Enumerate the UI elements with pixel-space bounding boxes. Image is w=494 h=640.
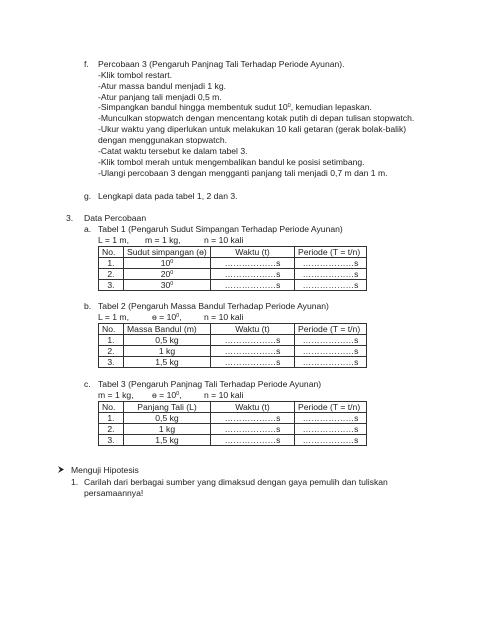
row-value	[124, 269, 211, 280]
row-period: ………………s	[295, 357, 367, 368]
row-period: ………………s	[295, 269, 367, 280]
header-cell: Waktu (t)	[211, 402, 295, 413]
header-cell: Sudut simpangan (ɵ)	[124, 247, 211, 258]
table1-title: Tabel 1 (Pengaruh Sudut Simpangan Terhadap Periode Ayunan)	[98, 224, 343, 234]
row-time: ………………s	[211, 335, 295, 346]
section-f-label: f.	[84, 59, 89, 69]
section-3-title: Data Percobaan	[84, 213, 147, 223]
step-line: -Atur panjang tali menjadi 0,5 m.	[98, 92, 222, 102]
table-row	[99, 424, 367, 435]
degree-sup: 0	[170, 270, 174, 276]
degree-sup: 0	[176, 313, 180, 319]
row-value: 1,5 kg	[124, 357, 211, 368]
table2-param-theta	[152, 312, 182, 322]
row-period: ………………s	[295, 424, 367, 435]
step-line: -Ulangi percobaan 3 dengan mengganti panjang tali menjadi 0,7 m dan 1 m.	[98, 168, 388, 178]
table1-param-n: n = 10 kali	[204, 235, 244, 245]
table-row	[99, 335, 367, 346]
table3-param-n: n = 10 kali	[204, 390, 244, 400]
degree-sup: 0	[170, 281, 174, 287]
step-line	[98, 102, 372, 112]
table-row	[99, 413, 367, 424]
row-no: 3.	[99, 435, 124, 446]
table1-param-m: m = 1 kg,	[145, 235, 181, 245]
theta-text: ɵ = 10	[152, 390, 177, 400]
hypothesis-title: Menguji Hipotesis	[71, 465, 139, 475]
row-value	[124, 280, 211, 291]
table-header-row	[99, 324, 367, 335]
row-time: ………………s	[211, 424, 295, 435]
angle-value: 20	[160, 269, 171, 279]
row-period: ………………s	[295, 413, 367, 424]
row-no: 2.	[99, 424, 124, 435]
header-cell: Periode (T = t/n)	[295, 402, 367, 413]
step-line: -Klik tombol merah untuk mengembalikan bandul ke posisi setimbang.	[98, 157, 365, 167]
row-time: ………………s	[211, 280, 295, 291]
row-period: ………………s	[295, 258, 367, 269]
table-row	[99, 258, 367, 269]
step-line: dengan menggunakan stopwatch.	[98, 135, 228, 145]
table-row	[99, 346, 367, 357]
hypothesis-item-label: 1.	[71, 477, 79, 487]
row-no: 2.	[99, 269, 124, 280]
theta-tail: ,	[179, 390, 182, 400]
header-cell: Panjang Tali (L)	[124, 402, 211, 413]
header-cell: Waktu (t)	[211, 247, 295, 258]
row-no: 3.	[99, 280, 124, 291]
table1	[98, 246, 367, 291]
row-value	[124, 258, 211, 269]
header-cell: Periode (T = t/n)	[295, 324, 367, 335]
table2-title: Tabel 2 (Pengaruh Massa Bandul Terhadap Periode Ayunan)	[98, 301, 329, 311]
header-cell: Periode (T = t/n)	[295, 247, 367, 258]
header-cell: No.	[99, 324, 124, 335]
header-cell: Massa Bandul (m)	[124, 324, 211, 335]
table-row	[99, 435, 367, 446]
row-period: ………………s	[295, 435, 367, 446]
row-no: 3.	[99, 357, 124, 368]
table3-title: Tabel 3 (Pengaruh Panjnag Tali Terhadap Periode Ayunan)	[98, 379, 322, 389]
row-no: 2.	[99, 346, 124, 357]
header-cell: No.	[99, 247, 124, 258]
degree-sup: 0	[287, 103, 291, 109]
row-time: ………………s	[211, 357, 295, 368]
table1-param-L: L = 1 m,	[98, 235, 129, 245]
theta-tail: ,	[179, 312, 182, 322]
angle-value: 10	[160, 258, 171, 268]
section-f-title: Percobaan 3 (Pengaruh Panjnag Tali Terhadap Periode Ayunan).	[98, 59, 345, 69]
row-no: 1.	[99, 258, 124, 269]
row-value: 1,5 kg	[124, 435, 211, 446]
step-text-tail: , kemudian lepaskan.	[290, 102, 372, 112]
step-line: -Atur massa bandul menjadi 1 kg.	[98, 81, 227, 91]
table3-label: c.	[84, 379, 91, 389]
section-3-label: 3.	[66, 213, 74, 223]
table-header-row	[99, 402, 367, 413]
hypothesis-item-line: Carilah dari berbagai sumber yang dimaksud dengan gaya pemulih dan tuliskan	[84, 477, 388, 487]
row-time: ………………s	[211, 435, 295, 446]
degree-sup: 0	[176, 391, 180, 397]
step-line: -Munculkan stopwatch dengan mencentang kotak putih di depan tulisan stopwatch.	[98, 113, 415, 123]
table2	[98, 323, 367, 368]
row-period: ………………s	[295, 335, 367, 346]
degree-sup: 0	[170, 259, 174, 265]
table2-param-n: n = 10 kali	[204, 312, 244, 322]
step-line: -Klik tombol restart.	[98, 70, 173, 80]
hypothesis-item-line: persamaannya!	[84, 488, 144, 498]
row-value: 0,5 kg	[124, 413, 211, 424]
step-text: -Simpangkan bandul hingga membentuk sudut 10	[98, 102, 288, 112]
step-line: -Catat waktu tersebut ke dalam tabel 3.	[98, 146, 248, 156]
table2-label: b.	[84, 301, 92, 311]
row-value: 1 kg	[124, 346, 211, 357]
row-value: 1 kg	[124, 424, 211, 435]
row-period: ………………s	[295, 280, 367, 291]
table-row	[99, 269, 367, 280]
table2-param-L: L = 1 m,	[98, 312, 129, 322]
row-time: ………………s	[211, 413, 295, 424]
row-time: ………………s	[211, 346, 295, 357]
table3	[98, 401, 367, 446]
section-g-text: Lengkapi data pada tabel 1, 2 dan 3.	[98, 191, 238, 201]
table-row	[99, 280, 367, 291]
header-cell: No.	[99, 402, 124, 413]
row-no: 1.	[99, 335, 124, 346]
row-no: 1.	[99, 413, 124, 424]
row-value: 0,5 kg	[124, 335, 211, 346]
arrow-bullet-icon	[57, 465, 66, 476]
angle-value: 30	[160, 280, 171, 290]
table-row	[99, 357, 367, 368]
theta-text: ɵ = 10	[152, 312, 177, 322]
table1-label: a.	[84, 224, 92, 234]
row-time: ………………s	[211, 269, 295, 280]
row-time: ………………s	[211, 258, 295, 269]
step-line: -Ukur waktu yang diperlukan untuk melakukan 10 kali getaran (gerak bolak-balik)	[98, 124, 407, 134]
table3-param-theta	[152, 390, 182, 400]
section-g-label: g.	[84, 191, 92, 201]
table3-param-m: m = 1 kg,	[98, 390, 134, 400]
header-cell: Waktu (t)	[211, 324, 295, 335]
table-header-row	[99, 247, 367, 258]
row-period: ………………s	[295, 346, 367, 357]
